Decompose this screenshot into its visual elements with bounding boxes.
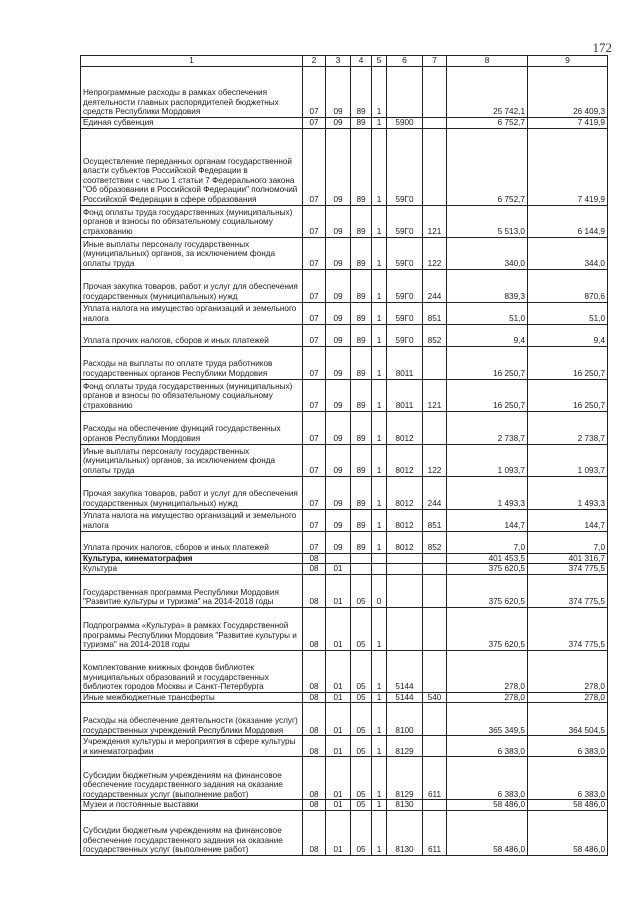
row-amount-year2: 870,6: [528, 269, 608, 302]
row-amount-year1: 1 093,7: [447, 444, 528, 476]
row-program: 89: [351, 346, 372, 379]
row-amount-year1: 6 383,0: [447, 736, 528, 757]
row-amount-year2: 16 250,7: [528, 379, 608, 411]
row-amount-year2: 26 409,3: [528, 67, 608, 118]
row-subsection: 01: [326, 607, 351, 650]
row-expense-type: [423, 564, 447, 575]
row-subprogram: 1: [372, 800, 387, 811]
row-amount-year1: 278,0: [447, 692, 528, 703]
row-amount-year2: 344,0: [528, 237, 608, 269]
row-expense-type: 851: [423, 302, 447, 324]
col-header: 4: [351, 56, 372, 67]
col-header: 8: [447, 56, 528, 67]
row-subprogram: 1: [372, 302, 387, 324]
header-row: [81, 56, 608, 67]
row-name: Уплата налога на имущество организаций и земельного налога: [81, 302, 303, 324]
row-program: 05: [351, 650, 372, 692]
table-row: [81, 128, 608, 205]
row-section: 07: [303, 128, 326, 205]
row-subsection: 01: [326, 757, 351, 800]
row-amount-year2: 6 383,0: [528, 736, 608, 757]
row-target-code: 8129: [387, 757, 423, 800]
row-subprogram: 1: [372, 67, 387, 118]
table-row: [81, 302, 608, 324]
row-program: 89: [351, 476, 372, 509]
row-target-code: 5144: [387, 650, 423, 692]
row-amount-year2: 6 383,0: [528, 757, 608, 800]
row-program: 05: [351, 692, 372, 703]
row-subprogram: 1: [372, 476, 387, 509]
row-program: 89: [351, 379, 372, 411]
row-program: 05: [351, 736, 372, 757]
row-subprogram: 1: [372, 692, 387, 703]
table-row: [81, 509, 608, 531]
row-amount-year1: 58 486,0: [447, 810, 528, 855]
row-name: Культура, кинематография: [81, 553, 303, 564]
row-amount-year2: 1 493,3: [528, 476, 608, 509]
row-name: Расходы на обеспечение деятельности (оказание услуг) государственных учреждений Республики Мордовия: [81, 703, 303, 736]
row-amount-year1: 5 513,0: [447, 205, 528, 237]
row-amount-year2: 374 775,5: [528, 574, 608, 607]
row-amount-year2: 7 419,9: [528, 118, 608, 129]
row-name: Непрограммные расходы в рамках обеспечения деятельности главных распорядителей бюджетных средств Республики Мордовия: [81, 67, 303, 118]
table-row: [81, 444, 608, 476]
row-subprogram: 1: [372, 324, 387, 346]
row-name: Музеи и постоянные выставки: [81, 800, 303, 811]
row-subsection: 01: [326, 736, 351, 757]
row-subprogram: 1: [372, 650, 387, 692]
budget-table: [80, 55, 608, 856]
row-target-code: 8011: [387, 346, 423, 379]
row-amount-year2: 6 144,9: [528, 205, 608, 237]
row-name: Фонд оплаты труда государственных (муниципальных) органов и взносы по обязательному социальному страхованию: [81, 379, 303, 411]
row-name: Уплата прочих налогов, сборов и иных платежей: [81, 531, 303, 553]
row-amount-year2: 278,0: [528, 650, 608, 692]
row-subsection: 09: [326, 302, 351, 324]
row-program: 89: [351, 67, 372, 118]
row-name: Уплата прочих налогов, сборов и иных платежей: [81, 324, 303, 346]
row-subprogram: 1: [372, 346, 387, 379]
row-subsection: 01: [326, 692, 351, 703]
row-amount-year2: 374 775,5: [528, 564, 608, 575]
table-row: [81, 692, 608, 703]
row-target-code: 8130: [387, 800, 423, 811]
row-program: 05: [351, 800, 372, 811]
row-amount-year2: 51,0: [528, 302, 608, 324]
row-name: Иные выплаты персоналу государственных (муниципальных) органов, за исключением фонда оплаты труда: [81, 237, 303, 269]
row-expense-type: 852: [423, 324, 447, 346]
row-amount-year1: 16 250,7: [447, 346, 528, 379]
row-amount-year1: 25 742,1: [447, 67, 528, 118]
row-amount-year1: 375 620,5: [447, 574, 528, 607]
row-program: 89: [351, 118, 372, 129]
row-subsection: 09: [326, 444, 351, 476]
row-expense-type: [423, 607, 447, 650]
row-name: Государственная программа Республики Мордовия "Развитие культуры и туризма" на 2014-2018 годы: [81, 574, 303, 607]
row-subprogram: 1: [372, 237, 387, 269]
table-row: [81, 757, 608, 800]
row-expense-type: 611: [423, 810, 447, 855]
table-row: [81, 67, 608, 118]
table-row: [81, 205, 608, 237]
row-target-code: [387, 574, 423, 607]
row-expense-type: [423, 703, 447, 736]
row-expense-type: [423, 128, 447, 205]
row-subsection: 09: [326, 205, 351, 237]
row-name: Учреждения культуры и мероприятия в сфере культуры и кинематографии: [81, 736, 303, 757]
row-subprogram: 1: [372, 757, 387, 800]
row-amount-year1: 1 493,3: [447, 476, 528, 509]
row-name: Иные межбюджетные трансферты: [81, 692, 303, 703]
row-amount-year1: 9,4: [447, 324, 528, 346]
row-amount-year1: 6 383,0: [447, 757, 528, 800]
row-subsection: 09: [326, 128, 351, 205]
row-subprogram: 1: [372, 531, 387, 553]
row-program: [351, 553, 372, 564]
row-amount-year2: 58 486,0: [528, 800, 608, 811]
row-section: 08: [303, 553, 326, 564]
row-section: 07: [303, 118, 326, 129]
row-section: 07: [303, 509, 326, 531]
row-amount-year2: 1 093,7: [528, 444, 608, 476]
row-program: 89: [351, 444, 372, 476]
col-header: 6: [387, 56, 423, 67]
row-subsection: 01: [326, 650, 351, 692]
row-target-code: [387, 564, 423, 575]
row-section: 08: [303, 574, 326, 607]
row-subprogram: 1: [372, 444, 387, 476]
table-row: [81, 269, 608, 302]
row-subprogram: 1: [372, 118, 387, 129]
row-target-code: 59Г0: [387, 302, 423, 324]
row-subprogram: 1: [372, 736, 387, 757]
row-expense-type: [423, 736, 447, 757]
row-expense-type: [423, 67, 447, 118]
row-subsection: 01: [326, 800, 351, 811]
row-expense-type: 540: [423, 692, 447, 703]
row-program: 05: [351, 607, 372, 650]
table-row: [81, 736, 608, 757]
table-row: [81, 574, 608, 607]
row-amount-year1: 6 752,7: [447, 128, 528, 205]
row-section: 08: [303, 703, 326, 736]
row-subprogram: 0: [372, 574, 387, 607]
table-row: [81, 810, 608, 855]
row-name: Расходы на обеспечение функций государственных органов Республики Мордовия: [81, 411, 303, 444]
row-name: Культура: [81, 564, 303, 575]
table-body: [81, 67, 608, 856]
row-amount-year2: 374 775,5: [528, 607, 608, 650]
row-amount-year2: 364 504,5: [528, 703, 608, 736]
col-header: 7: [423, 56, 447, 67]
row-program: 05: [351, 574, 372, 607]
row-subsection: 09: [326, 324, 351, 346]
row-name: Расходы на выплаты по оплате труда работников государственных органов Республики Мордовия: [81, 346, 303, 379]
row-amount-year1: 375 620,5: [447, 564, 528, 575]
row-subprogram: 1: [372, 269, 387, 302]
row-name: Осуществление переданных органам государственной власти субъектов Российской Федерации в соответствии с частью 1 статьи 7 Федерального закона "Об образовании в Российской Федерации" полномочий Российской Федерации в сфере образования: [81, 128, 303, 205]
row-target-code: 8100: [387, 703, 423, 736]
row-subprogram: 1: [372, 703, 387, 736]
row-target-code: 59Г0: [387, 128, 423, 205]
row-expense-type: [423, 800, 447, 811]
col-header: 3: [326, 56, 351, 67]
row-name: Субсидии бюджетным учреждениям на финансовое обеспечение государственного задания на оказание государственных услуг (выполнение работ): [81, 757, 303, 800]
row-program: 89: [351, 237, 372, 269]
row-target-code: 8129: [387, 736, 423, 757]
row-program: 05: [351, 810, 372, 855]
row-section: 07: [303, 324, 326, 346]
row-amount-year1: 51,0: [447, 302, 528, 324]
row-subsection: 01: [326, 810, 351, 855]
row-expense-type: 611: [423, 757, 447, 800]
row-section: 07: [303, 476, 326, 509]
row-program: 89: [351, 411, 372, 444]
row-program: 89: [351, 302, 372, 324]
row-amount-year1: 2 738,7: [447, 411, 528, 444]
row-expense-type: 122: [423, 237, 447, 269]
col-header: 2: [303, 56, 326, 67]
row-section: 08: [303, 757, 326, 800]
row-target-code: 8012: [387, 444, 423, 476]
row-name: Уплата налога на имущество организаций и земельного налога: [81, 509, 303, 531]
row-subprogram: 1: [372, 411, 387, 444]
row-subsection: 09: [326, 379, 351, 411]
row-amount-year1: 7,0: [447, 531, 528, 553]
row-amount-year1: 6 752,7: [447, 118, 528, 129]
row-section: 08: [303, 650, 326, 692]
table-row: [81, 237, 608, 269]
row-subprogram: [372, 553, 387, 564]
col-header: 1: [81, 56, 303, 67]
row-program: 89: [351, 269, 372, 302]
row-expense-type: [423, 553, 447, 564]
row-subprogram: [372, 564, 387, 575]
row-program: 89: [351, 531, 372, 553]
col-header: 5: [372, 56, 387, 67]
row-target-code: 59Г0: [387, 269, 423, 302]
row-section: 07: [303, 346, 326, 379]
row-expense-type: 244: [423, 269, 447, 302]
table-row: [81, 564, 608, 575]
row-amount-year1: 278,0: [447, 650, 528, 692]
row-expense-type: [423, 118, 447, 129]
row-expense-type: [423, 411, 447, 444]
row-target-code: 8130: [387, 810, 423, 855]
row-target-code: 8012: [387, 531, 423, 553]
row-section: 08: [303, 564, 326, 575]
row-expense-type: [423, 650, 447, 692]
row-section: 07: [303, 237, 326, 269]
row-expense-type: 121: [423, 379, 447, 411]
table-row: [81, 346, 608, 379]
page-number: 172: [592, 40, 612, 55]
row-amount-year2: 7,0: [528, 531, 608, 553]
row-section: 07: [303, 302, 326, 324]
row-subsection: 09: [326, 509, 351, 531]
row-section: 07: [303, 531, 326, 553]
row-amount-year2: 58 486,0: [528, 810, 608, 855]
row-amount-year2: 144,7: [528, 509, 608, 531]
row-subprogram: 1: [372, 379, 387, 411]
row-amount-year1: 375 620,5: [447, 607, 528, 650]
row-section: 08: [303, 800, 326, 811]
row-program: 89: [351, 128, 372, 205]
table-row: [81, 703, 608, 736]
row-expense-type: 244: [423, 476, 447, 509]
row-target-code: 5144: [387, 692, 423, 703]
row-expense-type: 851: [423, 509, 447, 531]
row-amount-year1: 16 250,7: [447, 379, 528, 411]
row-target-code: [387, 67, 423, 118]
row-subsection: 09: [326, 476, 351, 509]
table-row: [81, 650, 608, 692]
row-subsection: 09: [326, 118, 351, 129]
table-row: [81, 379, 608, 411]
row-expense-type: 852: [423, 531, 447, 553]
row-target-code: 59Г0: [387, 237, 423, 269]
row-name: Прочая закупка товаров, работ и услуг для обеспечения государственных (муниципальных) нужд: [81, 269, 303, 302]
row-amount-year2: 16 250,7: [528, 346, 608, 379]
row-target-code: 5900: [387, 118, 423, 129]
row-section: 08: [303, 692, 326, 703]
row-program: 89: [351, 205, 372, 237]
row-subprogram: 1: [372, 128, 387, 205]
table-row: [81, 800, 608, 811]
row-section: 08: [303, 736, 326, 757]
table-row: [81, 476, 608, 509]
row-subsection: 09: [326, 269, 351, 302]
col-header: 9: [528, 56, 608, 67]
row-name: Субсидии бюджетным учреждениям на финансовое обеспечение государственного задания на оказание государственных услуг (выполнение работ): [81, 810, 303, 855]
row-amount-year2: 278,0: [528, 692, 608, 703]
row-expense-type: 121: [423, 205, 447, 237]
row-amount-year2: 2 738,7: [528, 411, 608, 444]
row-program: 05: [351, 703, 372, 736]
row-subsection: 09: [326, 531, 351, 553]
row-section: 07: [303, 444, 326, 476]
row-section: 07: [303, 379, 326, 411]
row-subsection: 09: [326, 411, 351, 444]
row-amount-year1: 340,0: [447, 237, 528, 269]
row-target-code: 8012: [387, 509, 423, 531]
row-target-code: 8011: [387, 379, 423, 411]
row-amount-year1: 365 349,5: [447, 703, 528, 736]
row-amount-year2: 9,4: [528, 324, 608, 346]
row-name: Единая субвенция: [81, 118, 303, 129]
row-section: 07: [303, 67, 326, 118]
row-amount-year2: 7 419,9: [528, 128, 608, 205]
table-row: [81, 411, 608, 444]
table-row: [81, 607, 608, 650]
row-name: Комплектование книжных фондов библиотек муниципальных образований и государственных библиотек городов Москвы и Санкт-Петербурга: [81, 650, 303, 692]
row-program: 89: [351, 324, 372, 346]
row-target-code: [387, 607, 423, 650]
row-amount-year2: 401 316,7: [528, 553, 608, 564]
row-subprogram: 1: [372, 509, 387, 531]
row-name: Фонд оплаты труда государственных (муниципальных) органов и взносы по обязательному социальному страхованию: [81, 205, 303, 237]
row-expense-type: 122: [423, 444, 447, 476]
row-subsection: 09: [326, 67, 351, 118]
row-subsection: [326, 553, 351, 564]
row-amount-year1: 401 453,5: [447, 553, 528, 564]
row-expense-type: [423, 346, 447, 379]
row-name: Прочая закупка товаров, работ и услуг для обеспечения государственных (муниципальных) нужд: [81, 476, 303, 509]
row-section: 08: [303, 607, 326, 650]
row-subsection: 01: [326, 564, 351, 575]
table-row: [81, 324, 608, 346]
row-subprogram: 1: [372, 205, 387, 237]
row-subsection: 09: [326, 346, 351, 379]
row-section: 07: [303, 269, 326, 302]
row-target-code: [387, 553, 423, 564]
row-program: 05: [351, 757, 372, 800]
table-row: [81, 553, 608, 564]
row-name: Подпрограмма «Культура» в рамках Государственной программы Республики Мордовия "Развитие культуры и туризма" на 2014-2018 годы: [81, 607, 303, 650]
row-subsection: 01: [326, 574, 351, 607]
row-subsection: 09: [326, 237, 351, 269]
row-subprogram: 1: [372, 607, 387, 650]
row-section: 07: [303, 205, 326, 237]
row-name: Иные выплаты персоналу государственных (муниципальных) органов, за исключением фонда оплаты труда: [81, 444, 303, 476]
row-target-code: 59Г0: [387, 205, 423, 237]
row-target-code: 8012: [387, 411, 423, 444]
row-amount-year1: 839,3: [447, 269, 528, 302]
row-amount-year1: 144,7: [447, 509, 528, 531]
row-section: 07: [303, 411, 326, 444]
row-subprogram: 1: [372, 810, 387, 855]
row-target-code: 59Г0: [387, 324, 423, 346]
table-row: [81, 531, 608, 553]
row-target-code: 8012: [387, 476, 423, 509]
table-row: [81, 118, 608, 129]
row-program: 89: [351, 509, 372, 531]
row-section: 08: [303, 810, 326, 855]
row-subsection: 01: [326, 703, 351, 736]
row-amount-year1: 58 486,0: [447, 800, 528, 811]
row-program: [351, 564, 372, 575]
row-expense-type: [423, 574, 447, 607]
